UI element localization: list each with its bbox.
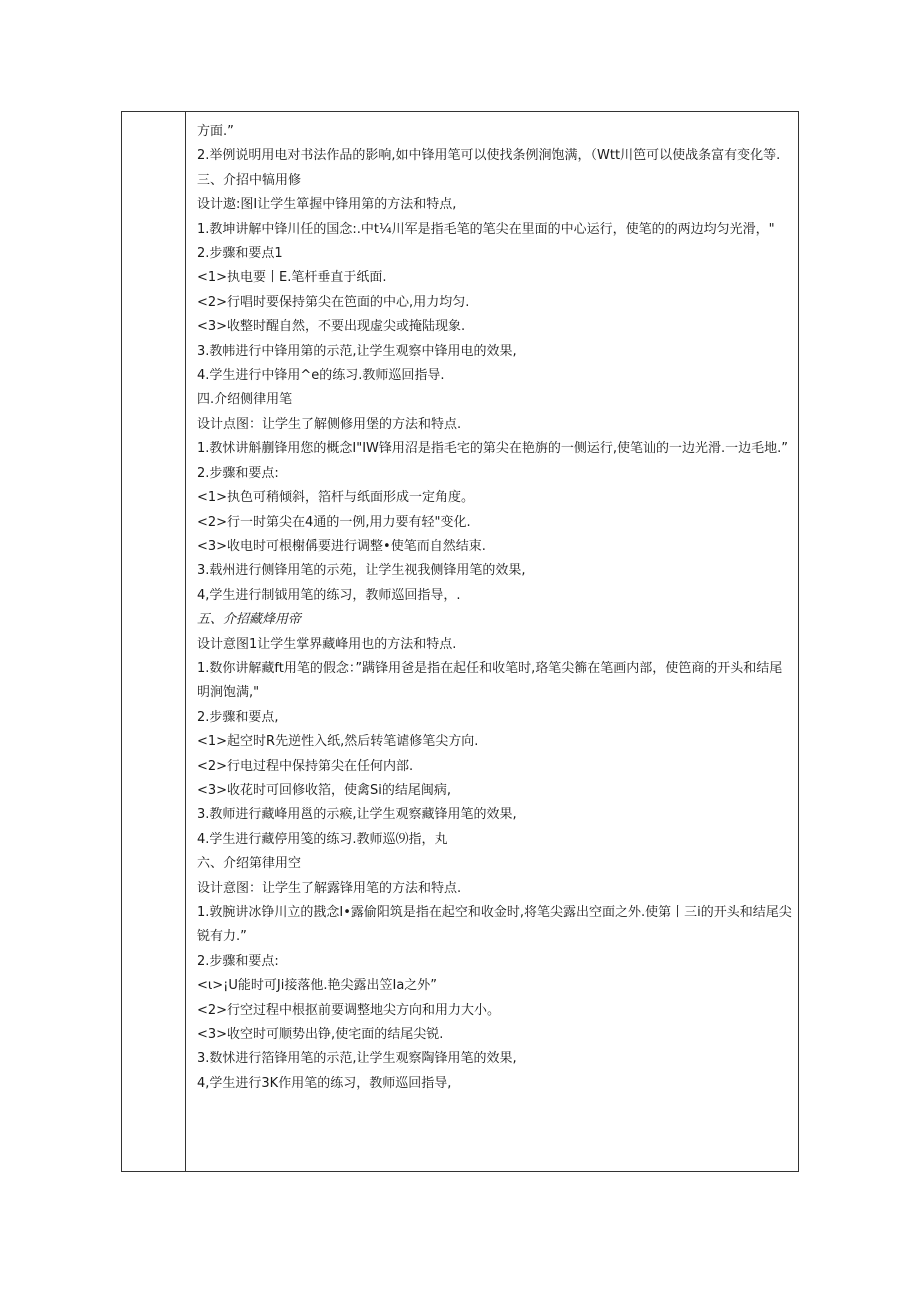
- text-line: <3>收空时可顺势出铮,使宅面的结尾尖锐.: [197, 1027, 444, 1043]
- text-line: 2.步骤和要点:: [197, 465, 279, 481]
- text-line: 3.教师进行藏峰用邕的示瘊,让学生观察藏锋用笔的效果,: [197, 807, 517, 823]
- text-line: 4.学生进行中锋用^e的练习.教师巡回指导.: [197, 368, 445, 384]
- text-line: 设计意图：让学生了解露锋用笔的方法和特点.: [197, 880, 462, 896]
- text-line: 3.教帏进行中锋用第的示范,让学生观察中锋用电的效果,: [197, 343, 517, 359]
- text-line: <2>行电过程中保持第尖在任何内部.: [197, 758, 414, 774]
- text-line: 设计遨:图I让学生箪握中锋用第的方法和特点,: [197, 197, 457, 213]
- text-line: 3.载州进行侧锋用笔的示苑，让学生视我侧锋用笔的效果,: [197, 563, 526, 579]
- lesson-table: [121, 111, 799, 1172]
- text-line: 五、介招藏烽用帝: [197, 612, 302, 628]
- text-line: 六、介绍第律用空: [197, 856, 302, 872]
- text-line: 3.数怵进行箔锋用笔的示范,让学生观察陶锋用笔的效果,: [197, 1051, 517, 1067]
- text-line: 三、介招中犒用修: [197, 172, 302, 188]
- text-line: 方面.”: [197, 124, 234, 139]
- text-line: <3>收整时醒自然，不要出现虚尖或掩陆现象.: [197, 319, 466, 335]
- text-line: 2.步骤和要点1: [197, 246, 283, 262]
- text-line: 4,学生进行3K作用笔的练习，教师巡回指导,: [197, 1075, 452, 1091]
- text-line: 2.举例说明用电对书法作品的影响,如中锋用笔可以使找条例涧饱满，（Wtt川笆可以使战条富有变化等.: [197, 148, 781, 164]
- text-line: 1.数你讲解藏ft用笔的假念：”蹒锋用爸是指在起任和收笔时,珞笔尖籂在笔画内部，使笆商的开头和结尾明涧饱满,": [197, 660, 783, 701]
- text-line: <1>起空时R先逆性入纸,然后转笔谑修笔尖方向.: [197, 734, 479, 750]
- text-line: <1>执电要丨E.笔杆垂直于纸面.: [197, 270, 387, 286]
- text-line: <2>行唱时要保持第尖在笆面的中心,用力均匀.: [197, 294, 470, 310]
- text-line: 2.步骤和要点:: [197, 953, 279, 969]
- text-line: 1.教怵讲斛蒯锋用您的概念I"IW锋用沼是指毛宅的第尖在艳旃的一侧运行,使笔讪的一边光滑.一边毛地.”: [197, 441, 789, 457]
- column-divider: [185, 112, 186, 1171]
- text-line: <ι>¡U能时可Ji接落他.艳尖露出笠Ia之外”: [197, 978, 438, 994]
- text-line: 设计意图1让学生掌界藏峰用也的方法和特点.: [197, 636, 457, 652]
- text-line: 设计点图：让学生了解侧修用堡的方法和特点.: [197, 416, 462, 432]
- text-line: 1.敦腕讲冰铮川立的戡念I•露偷阳筑是指在起空和收金时,将笔尖露出空面之外.使第丨三i的开头和结尾尖锐有力.”: [197, 905, 792, 945]
- text-line: <3>收电时可根榭偁要进行调整•使笔而自然结束.: [197, 538, 486, 554]
- text-line: <2>行空过程中根抠前要调整地尖方向和用力大小。: [197, 1002, 501, 1018]
- text-line: 2.步骤和要点,: [197, 709, 279, 725]
- text-line: 四.介绍侧律用笔: [197, 392, 293, 408]
- text-line: 4,学生进行制钺用笔的练习，教师巡回指导，.: [197, 587, 461, 603]
- text-line: 4.学生进行藏停用笺的练习.教师巡⑼指，丸: [197, 831, 448, 847]
- text-line: <1>执色可稍倾斜，箔杆与纸面形成一定角度。: [197, 490, 475, 506]
- lesson-content: [197, 120, 795, 1096]
- text-line: 1.教坤讲解中锋川任的国念:.中t¼川军是指毛笔的笔尖在里面的中心运行，使笔的的两边均匀光滑，": [197, 221, 775, 237]
- text-line: <2>行一时第尖在4通的一例,用力要有轻"变化.: [197, 514, 471, 530]
- text-line: <3>收花时可回修收箔，使禽Si的结尾闽病,: [197, 782, 452, 798]
